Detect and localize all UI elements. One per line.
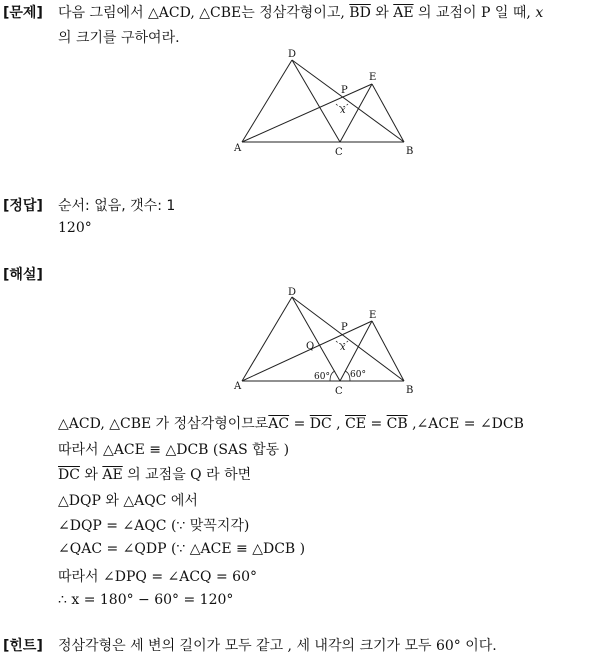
svg-text:60°: 60° (314, 372, 330, 382)
solution-line-8: ∴ x = 180° − 60° = 120° (58, 592, 234, 608)
svg-text:A: A (234, 381, 242, 392)
problem-line-2: 의 크기를 구하여라. (58, 30, 180, 46)
answer-tag: [정답] (3, 198, 43, 214)
svg-text:60°: 60° (350, 370, 366, 380)
svg-text:D: D (288, 287, 297, 298)
svg-text:x: x (340, 342, 346, 353)
solution-tag: [해설] (3, 267, 43, 283)
solution-line-2: 따라서 △ACE ≡ △DCB (SAS 합동 ) (58, 442, 290, 458)
svg-text:Q: Q (306, 341, 315, 352)
svg-text:B: B (406, 385, 414, 396)
solution-line-7: 따라서 ∠DPQ = ∠ACQ = 60° (58, 569, 257, 585)
svg-text:P: P (341, 322, 348, 333)
answer-value: 120° (58, 220, 92, 236)
problem-line-1: 다음 그림에서 △ACD, △CBE는 정삼각형이고, $\overline{BD}$ 와 $\overline{AE}$ 의 교점이 P 일 때, x (58, 5, 544, 21)
svg-text:E: E (369, 310, 377, 321)
hint-text: 정삼각형은 세 변의 길이가 모두 같고 , 세 내각의 크기가 모두 60° 이다. (58, 638, 497, 654)
svg-text:C: C (335, 147, 343, 158)
solution-figure (232, 285, 422, 397)
svg-text:x: x (340, 105, 346, 116)
solution-line-3: $\overline{DC}$ 와 $\overline{AE}$ 의 교점을 Q 라 하면 (58, 467, 252, 483)
solution-line-5: ∠DQP = ∠AQC (∵ 맞꼭지각) (58, 518, 250, 534)
segment-ae: $\overline{AE}$ (393, 5, 414, 21)
problem-tag: [문제] (3, 5, 43, 21)
svg-text:E: E (369, 72, 377, 83)
answer-line-1: 순서: 없음, 갯수: 1 (58, 198, 176, 214)
solution-line-1: △ACD, △CBE 가 정삼각형이므로$\overline{AC} = \overline{DC}$ , $\overline{CE} = \overline{CB}$ ,∠ACE = ∠DCB (58, 416, 524, 432)
segment-bd: $\overline{BD}$ (349, 5, 371, 21)
svg-text:P: P (341, 85, 348, 96)
solution-line-4: △DQP 와 △AQC 에서 (58, 493, 198, 509)
hint-tag: [힌트] (3, 638, 43, 654)
svg-text:C: C (335, 386, 343, 397)
svg-text:B: B (406, 146, 414, 157)
solution-line-6: ∠QAC = ∠QDP (∵ △ACE ≡ △DCB ) (58, 541, 306, 557)
svg-text:D: D (288, 49, 297, 60)
svg-text:A: A (234, 143, 242, 154)
problem-figure (232, 44, 422, 162)
